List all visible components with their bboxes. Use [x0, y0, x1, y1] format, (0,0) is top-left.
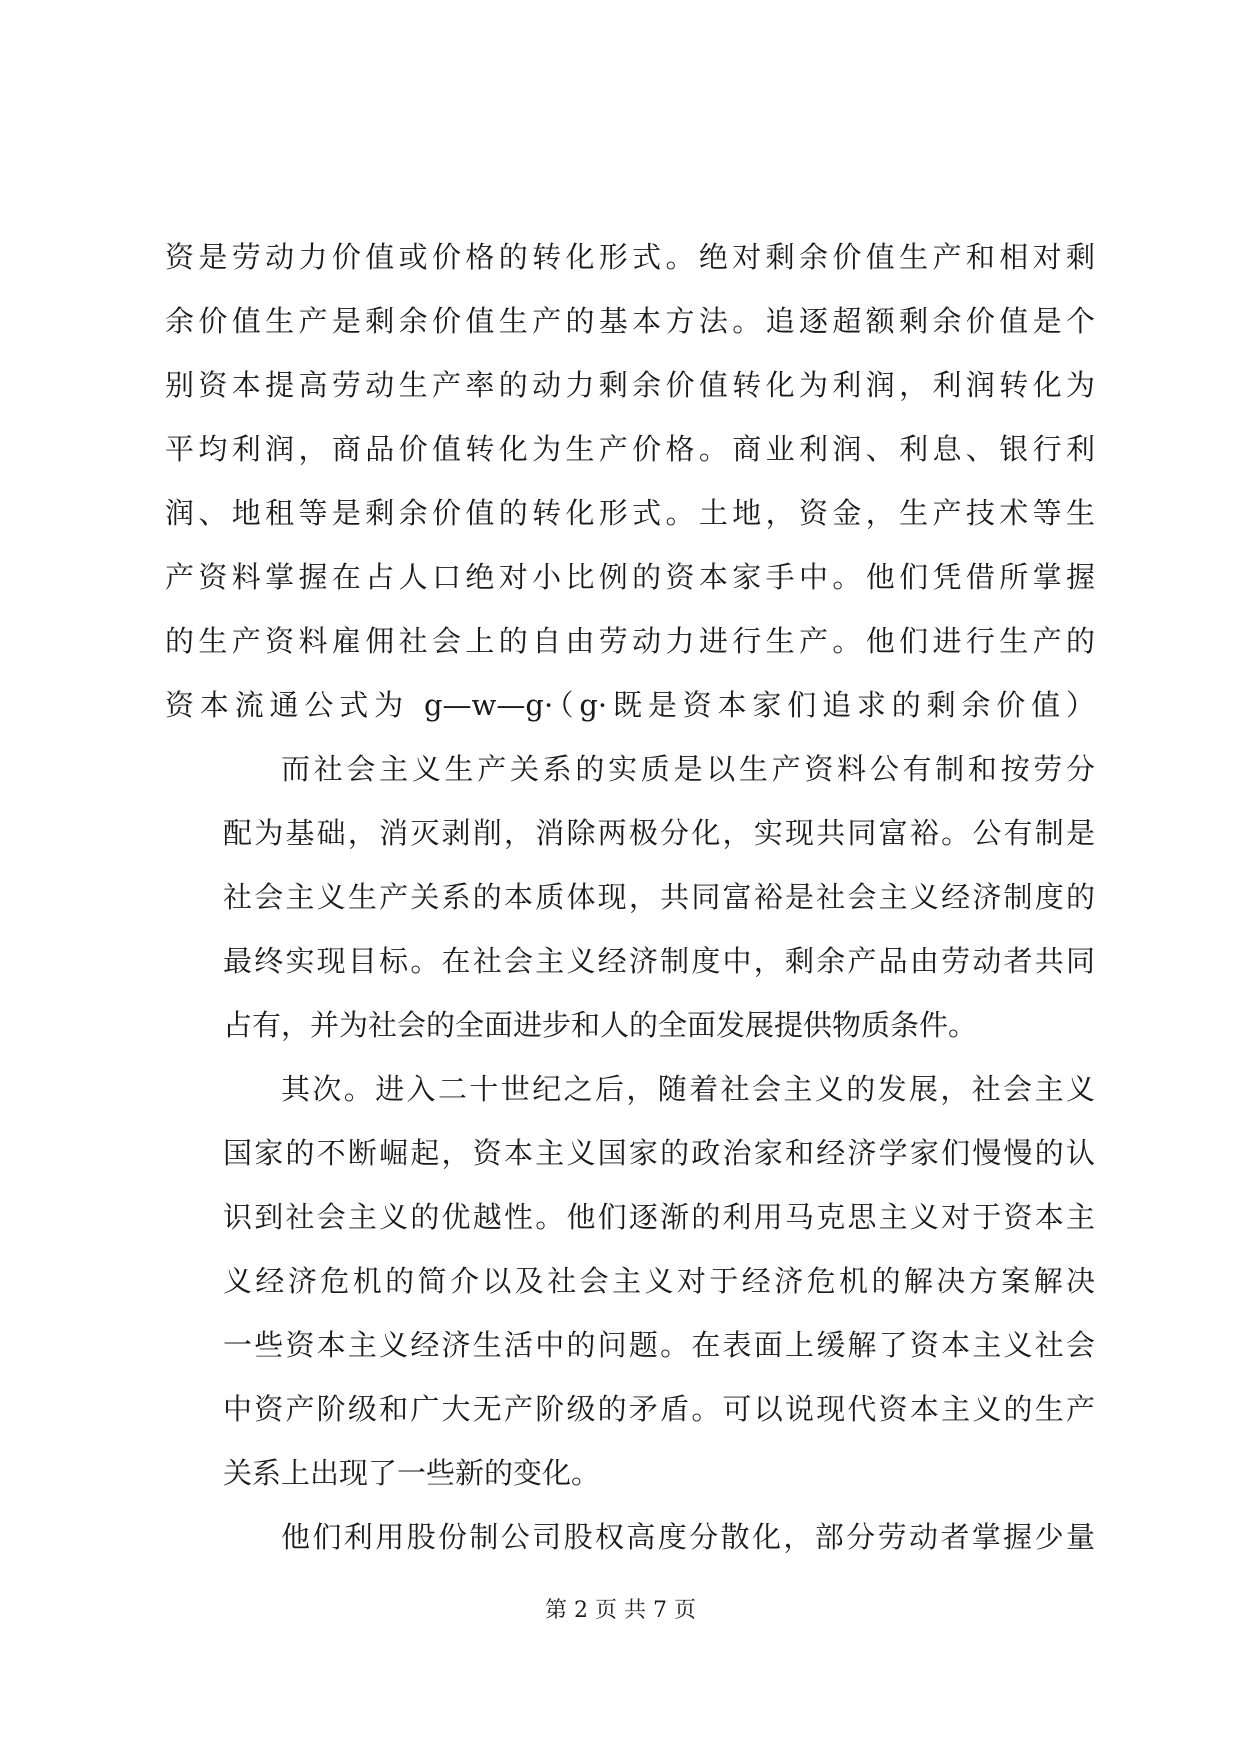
paragraph-4	[165, 1505, 1095, 1569]
text-line: 余价值生产是剩余价值生产的基本方法。追逐超额剩余价值是个	[165, 304, 1095, 338]
text-line: 中资产阶级和广大无产阶级的矛盾。可以说现代资本主义的生产	[223, 1392, 1095, 1426]
text-line: 最终实现目标。在社会主义经济制度中，剩余产品由劳动者共同	[223, 944, 1095, 978]
text-line: 资是劳动力价值或价格的转化形式。绝对剩余价值生产和相对剩	[165, 240, 1095, 274]
text-line: 社会主义生产关系的本质体现，共同富裕是社会主义经济制度的	[223, 880, 1095, 914]
paragraph-3	[165, 1057, 1095, 1505]
text-line: 平均利润，商品价值转化为生产价格。商业利润、利息、银行利	[165, 432, 1095, 466]
text-line: 别资本提高劳动生产率的动力剩余价值转化为利润，利润转化为	[165, 368, 1095, 402]
text-line: 产资料掌握在占人口绝对小比例的资本家手中。他们凭借所掌握	[165, 560, 1095, 594]
text-line: 一些资本主义经济生活中的问题。在表面上缓解了资本主义社会	[223, 1328, 1095, 1362]
paragraph-1	[165, 225, 1095, 737]
text-line: 义经济危机的简介以及社会主义对于经济危机的解决方案解决	[223, 1264, 1095, 1298]
text-line: 识到社会主义的优越性。他们逐渐的利用马克思主义对于资本主	[223, 1200, 1095, 1234]
text-line: 而社会主义生产关系的实质是以生产资料公有制和按劳分	[281, 752, 1095, 786]
text-line: 其次。进入二十世纪之后，随着社会主义的发展，社会主义	[281, 1072, 1095, 1106]
text-line: 占有，并为社会的全面进步和人的全面发展提供物质条件。	[223, 1008, 978, 1042]
text-line: 润、地租等是剩余价值的转化形式。土地，资金，生产技术等生	[165, 496, 1095, 530]
text-line: 配为基础，消灭剥削，消除两极分化，实现共同富裕。公有制是	[223, 816, 1095, 850]
text-line: 国家的不断崛起，资本主义国家的政治家和经济学家们慢慢的认	[223, 1136, 1095, 1170]
text-line: 关系上出现了一些新的变化。	[223, 1456, 601, 1490]
paragraph-2	[165, 737, 1095, 1057]
page-number-footer: 第 2 页 共 7 页	[545, 1598, 696, 1623]
document-body	[165, 225, 1095, 1569]
text-line: 他们利用股份制公司股权高度分散化，部分劳动者掌握少量	[281, 1520, 1095, 1554]
text-line: 资本流通公式为 g—w—g·（g·既是资本家们追求的剩余价值）	[165, 688, 1095, 722]
text-line: 的生产资料雇佣社会上的自由劳动力进行生产。他们进行生产的	[165, 624, 1095, 658]
